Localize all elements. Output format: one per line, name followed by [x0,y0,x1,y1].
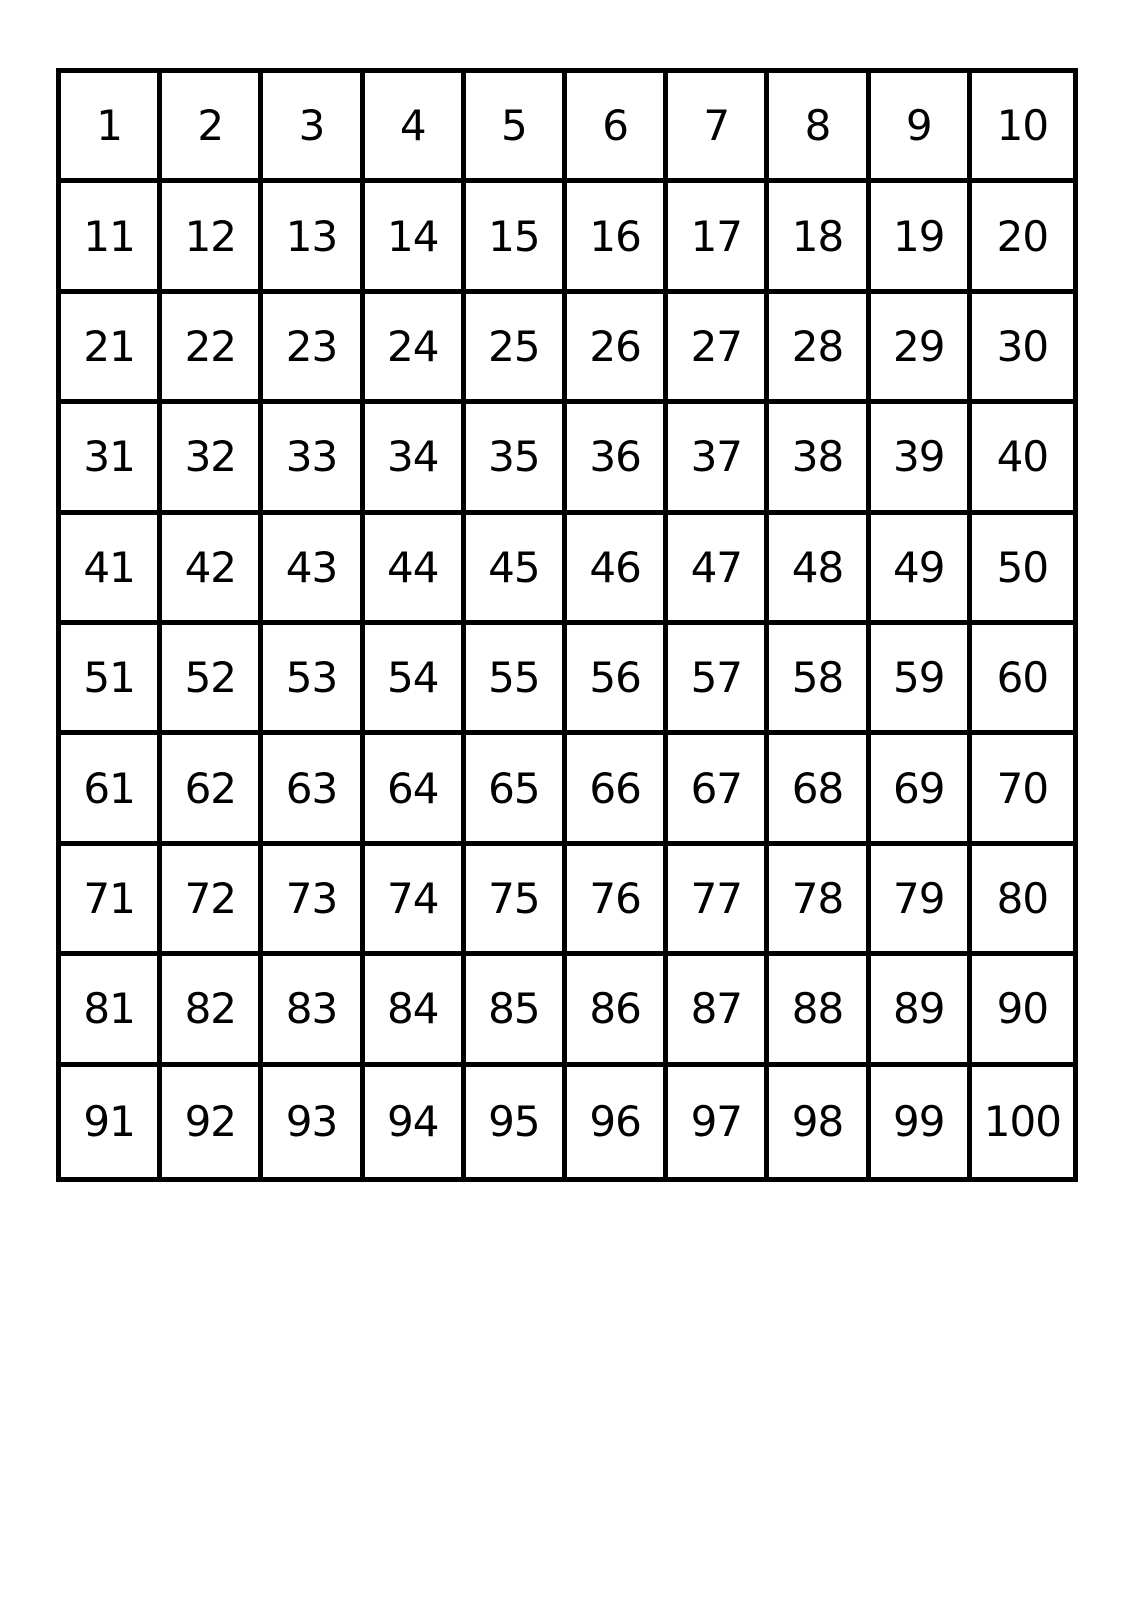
number-cell: 57 [668,625,769,735]
number-cell: 65 [466,735,567,845]
number-cell: 14 [365,183,466,293]
number-cell: 20 [972,183,1073,293]
number-cell: 19 [871,183,972,293]
number-cell: 49 [871,515,972,625]
number-cell: 12 [162,183,263,293]
number-cell: 5 [466,73,567,183]
number-cell: 32 [162,404,263,514]
number-cell: 22 [162,294,263,404]
number-cell: 40 [972,404,1073,514]
number-cell: 27 [668,294,769,404]
number-cell: 78 [769,846,870,956]
number-cell: 28 [769,294,870,404]
number-cell: 39 [871,404,972,514]
number-cell: 89 [871,956,972,1066]
number-cell: 72 [162,846,263,956]
number-cell: 42 [162,515,263,625]
number-cell: 45 [466,515,567,625]
number-cell: 2 [162,73,263,183]
number-cell: 6 [567,73,668,183]
number-cell: 97 [668,1067,769,1177]
number-cell: 98 [769,1067,870,1177]
number-cell: 82 [162,956,263,1066]
number-cell: 96 [567,1067,668,1177]
number-cell: 85 [466,956,567,1066]
number-cell: 90 [972,956,1073,1066]
number-cell: 11 [61,183,162,293]
number-cell: 92 [162,1067,263,1177]
number-cell: 84 [365,956,466,1066]
number-cell: 35 [466,404,567,514]
number-cell: 33 [263,404,364,514]
number-cell: 1 [61,73,162,183]
number-cell: 93 [263,1067,364,1177]
number-cell: 86 [567,956,668,1066]
number-cell: 79 [871,846,972,956]
number-cell: 36 [567,404,668,514]
number-cell: 31 [61,404,162,514]
number-cell: 95 [466,1067,567,1177]
number-cell: 80 [972,846,1073,956]
number-cell: 70 [972,735,1073,845]
number-cell: 50 [972,515,1073,625]
number-cell: 56 [567,625,668,735]
number-cell: 25 [466,294,567,404]
number-cell: 91 [61,1067,162,1177]
number-cell: 44 [365,515,466,625]
number-cell: 15 [466,183,567,293]
number-cell: 26 [567,294,668,404]
number-cell: 77 [668,846,769,956]
number-cell: 37 [668,404,769,514]
number-cell: 29 [871,294,972,404]
number-cell: 55 [466,625,567,735]
number-cell: 75 [466,846,567,956]
number-cell: 30 [972,294,1073,404]
number-cell: 21 [61,294,162,404]
number-cell: 18 [769,183,870,293]
number-cell: 8 [769,73,870,183]
number-cell: 10 [972,73,1073,183]
number-cell: 61 [61,735,162,845]
number-cell: 16 [567,183,668,293]
number-cell: 17 [668,183,769,293]
number-cell: 38 [769,404,870,514]
number-cell: 63 [263,735,364,845]
number-cell: 81 [61,956,162,1066]
number-cell: 34 [365,404,466,514]
number-cell: 58 [769,625,870,735]
number-cell: 60 [972,625,1073,735]
number-cell: 23 [263,294,364,404]
number-cell: 43 [263,515,364,625]
number-cell: 9 [871,73,972,183]
number-cell: 67 [668,735,769,845]
number-cell: 94 [365,1067,466,1177]
number-cell: 83 [263,956,364,1066]
number-cell: 3 [263,73,364,183]
number-cell: 47 [668,515,769,625]
number-cell: 71 [61,846,162,956]
number-cell: 99 [871,1067,972,1177]
number-cell: 64 [365,735,466,845]
number-cell: 7 [668,73,769,183]
number-cell: 59 [871,625,972,735]
number-cell: 76 [567,846,668,956]
number-cell: 100 [983,1097,1061,1147]
number-cell: 62 [162,735,263,845]
number-cell: 13 [263,183,364,293]
number-cell: 73 [263,846,364,956]
number-cell: 68 [769,735,870,845]
hundred-chart [56,68,1078,1182]
number-cell: 52 [162,625,263,735]
number-cell: 4 [365,73,466,183]
number-cell: 88 [769,956,870,1066]
number-cell: 74 [365,846,466,956]
number-cell: 24 [365,294,466,404]
number-cell: 51 [61,625,162,735]
number-cell: 66 [567,735,668,845]
number-cell: 46 [567,515,668,625]
number-cell: 69 [871,735,972,845]
number-cell: 41 [61,515,162,625]
number-cell: 48 [769,515,870,625]
number-cell: 54 [365,625,466,735]
number-cell: 53 [263,625,364,735]
number-cell: 87 [668,956,769,1066]
